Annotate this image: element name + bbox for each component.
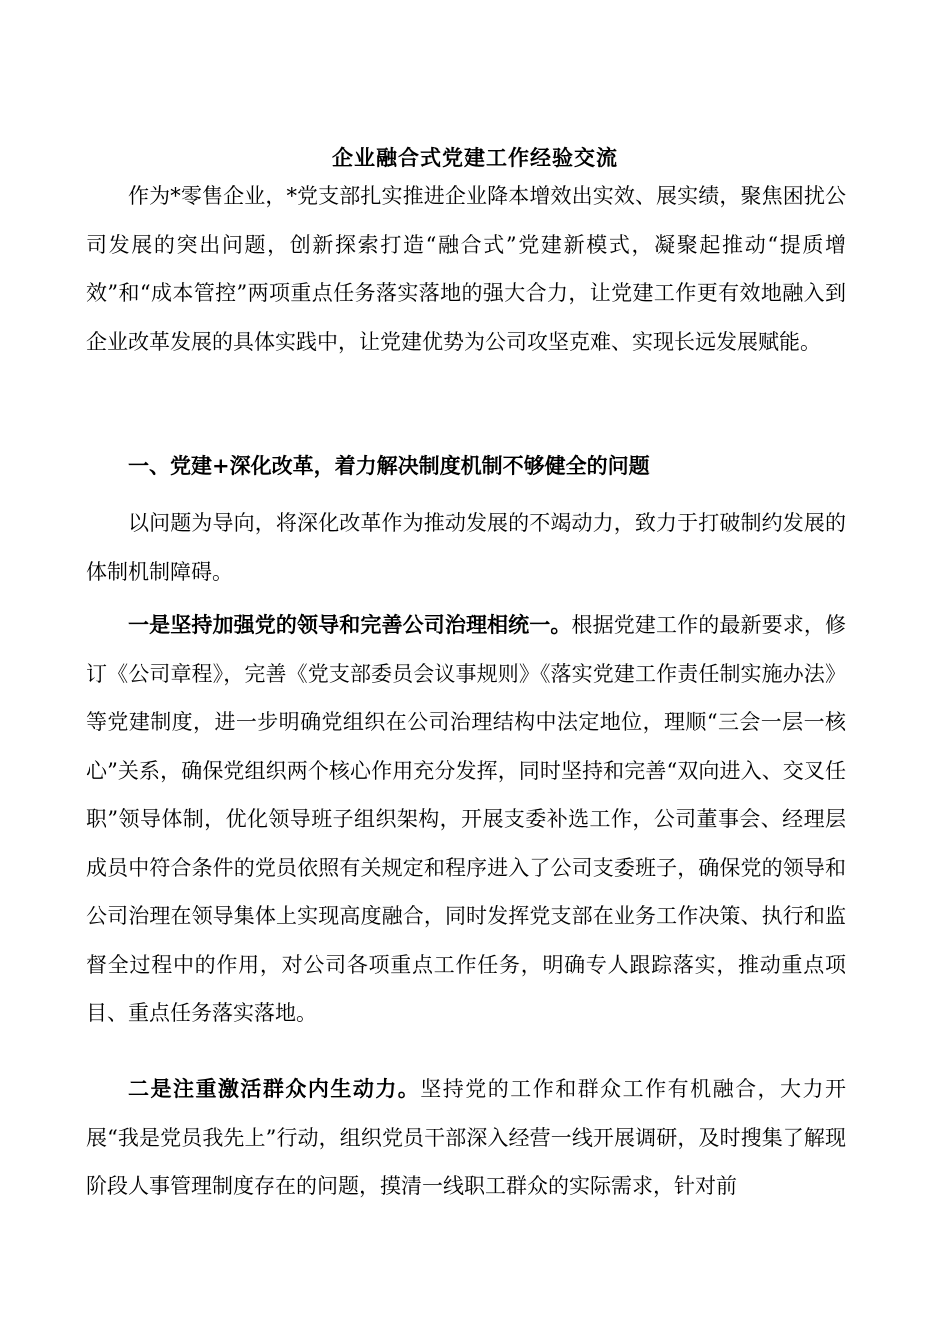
point-two-body: 坚持党的工作和群众工作有机融合，大力开展“我是党员我先上”行动，组织党员干部深入经营一线开展调研，及时搜集了解现阶段人事管理制度存在的问题，摸清一线职工群众的实际需求，针对前 bbox=[86, 1077, 847, 1198]
point-one-paragraph bbox=[86, 601, 846, 1038]
section-intro-paragraph: 以问题为导向，将深化改革作为推动发展的不竭动力，致力于打破制约发展的体制机制障碍。 bbox=[86, 511, 846, 584]
intro-paragraph: 作为*零售企业，*党支部扎实推进企业降本增效出实效、展实绩，聚焦困扰公司发展的突出问题，创新探索打造“融合式”党建新模式，凝聚起推动“提质增效”和“成本管控”两项重点任务落实落地的强大合力，让党建工作更有效地融入到企业改革发展的具体实践中，让党建优势为公司攻坚克难、实现长远发展赋能。 bbox=[86, 184, 846, 354]
point-two-paragraph bbox=[86, 1065, 846, 1211]
point-one-lead: 一是坚持加强党的领导和完善公司治理相统一。 bbox=[128, 612, 572, 637]
document-title: 企业融合式党建工作经验交流 bbox=[332, 145, 618, 170]
point-one-body: 根据党建工作的最新要求，修订《公司章程》，完善《党支部委员会议事规则》《落实党建工作责任制实施办法》等党建制度，进一步明确党组织在公司治理结构中法定地位，理顺“三会一层一核心”关系，确保党组织两个核心作用充分发挥，同时坚持和完善“双向进入、交叉任职”领导体制，优化领导班子组织架构，开展支委补选工作，公司董事会、经理层成员中符合条件的党员依照有关规定和程序进入了公司支委班子，确保党的领导和公司治理在领导集体上实现高度融合，同时发挥党支部在业务工作决策、执行和监督全过程中的作用，对公司各项重点工作任务，明确专人跟踪落实，推动重点项目、重点任务落实落地。 bbox=[86, 613, 847, 1025]
section-heading: 一、党建+深化改革，着力解决制度机制不够健全的问题 bbox=[128, 453, 650, 478]
point-two-lead: 二是注重激活群众内生动力。 bbox=[128, 1076, 421, 1101]
